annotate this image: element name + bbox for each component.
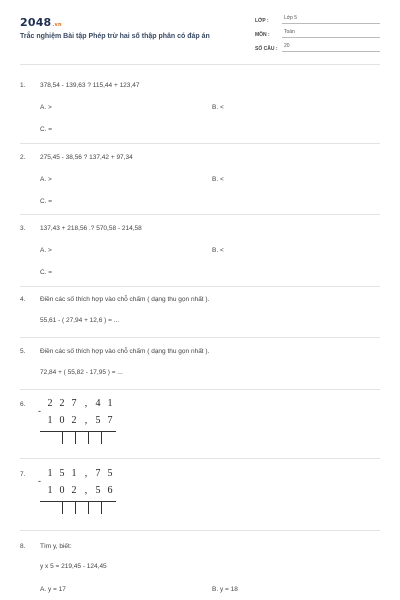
- subtraction-bottom-operand: [44, 415, 116, 426]
- question-text: Điền các số thích hợp vào chỗ chấm ( dạng thu gọn nhất ).: [40, 296, 210, 303]
- answer-box-divider: [62, 432, 63, 444]
- question-divider: [20, 458, 380, 459]
- comma: ,: [84, 485, 88, 496]
- question-divider: [20, 143, 380, 144]
- meta-label-class: LỚP :: [255, 18, 269, 24]
- digit: 1: [71, 468, 77, 479]
- question-divider: [20, 530, 380, 531]
- answer-box-divider: [101, 502, 102, 514]
- answer-box-divider: [88, 502, 89, 514]
- meta-value-subject: Toán: [282, 29, 380, 38]
- digit: 2: [71, 485, 77, 496]
- subtraction-top-operand: [44, 398, 116, 409]
- digit: 5: [95, 485, 101, 496]
- question-number: 8.: [20, 543, 26, 550]
- digit: 0: [59, 485, 65, 496]
- comma: ,: [84, 468, 88, 479]
- question-number: 7.: [20, 471, 26, 478]
- answer-box-divider: [88, 432, 89, 444]
- question-text: Tìm y, biết:: [40, 543, 72, 550]
- answer-box-divider: [75, 432, 76, 444]
- digit: 2: [71, 415, 77, 426]
- question-text: 378,54 - 139,63 ? 115,44 + 123,47: [40, 82, 140, 89]
- logo-text: 2048: [20, 16, 52, 29]
- comma: ,: [84, 398, 88, 409]
- comma: ,: [84, 415, 88, 426]
- question-divider: [20, 337, 380, 338]
- subtraction-top-operand: [44, 468, 116, 479]
- meta-value-class: Lớp 5: [282, 15, 380, 24]
- question-number: 2.: [20, 154, 26, 161]
- digit: 1: [107, 398, 113, 409]
- question-expression: 72,84 + ( 55,82 - 17,95 ) = ...: [40, 369, 123, 376]
- logo-suffix: .vn: [52, 22, 62, 28]
- answer-box-divider: [62, 502, 63, 514]
- digit: 2: [59, 398, 65, 409]
- option-a[interactable]: A. >: [40, 104, 52, 111]
- digit: 1: [47, 468, 53, 479]
- meta-label-count: SỐ CÂU :: [255, 46, 278, 52]
- question-divider: [20, 214, 380, 215]
- question-number: 5.: [20, 348, 26, 355]
- question-number: 6.: [20, 401, 26, 408]
- digit: 7: [71, 398, 77, 409]
- digit: 7: [107, 415, 113, 426]
- question-number: 1.: [20, 82, 26, 89]
- digit: 1: [47, 485, 53, 496]
- question-divider: [20, 389, 380, 390]
- option-c[interactable]: C. =: [40, 198, 53, 205]
- digit: 5: [95, 415, 101, 426]
- digit: 5: [59, 468, 65, 479]
- question-number: 3.: [20, 225, 26, 232]
- digit: 2: [47, 398, 53, 409]
- result-line: [40, 431, 116, 432]
- option-b[interactable]: B. <: [212, 104, 224, 111]
- site-logo: [20, 16, 62, 29]
- option-c[interactable]: C. =: [40, 126, 53, 133]
- question-text: 275,45 - 38,56 ? 137,42 + 97,34: [40, 154, 133, 161]
- option-a[interactable]: A. >: [40, 176, 52, 183]
- answer-box-divider: [75, 502, 76, 514]
- subtraction-bottom-operand: [44, 485, 116, 496]
- option-a[interactable]: A. >: [40, 247, 52, 254]
- question-divider: [20, 286, 380, 287]
- question-expression: 55,61 - ( 27,94 + 12,6 ) = ...: [40, 317, 120, 324]
- question-text: 137,43 + 218,56 .? 570,58 - 214,58: [40, 225, 142, 232]
- digit: 4: [95, 398, 101, 409]
- digit: 1: [47, 415, 53, 426]
- digit: 5: [107, 468, 113, 479]
- option-b[interactable]: B. y = 18: [212, 586, 238, 593]
- digit: 6: [107, 485, 113, 496]
- option-c[interactable]: C. =: [40, 269, 53, 276]
- question-number: 4.: [20, 296, 26, 303]
- question-expression: y x 5 = 219,45 - 124,45: [40, 563, 107, 570]
- minus-sign: -: [38, 406, 41, 416]
- digit: 0: [59, 415, 65, 426]
- digit: 7: [95, 468, 101, 479]
- option-b[interactable]: B. <: [212, 247, 224, 254]
- meta-label-subject: MÔN :: [255, 32, 270, 38]
- header-divider: [20, 64, 380, 65]
- option-b[interactable]: B. <: [212, 176, 224, 183]
- page-title: Trắc nghiệm Bài tập Phép trừ hai số thập phân có đáp án: [20, 33, 210, 40]
- option-a[interactable]: A. y = 17: [40, 586, 66, 593]
- meta-value-count: 20: [282, 43, 380, 52]
- result-line: [40, 501, 116, 502]
- answer-box-divider: [101, 432, 102, 444]
- minus-sign: -: [38, 476, 41, 486]
- question-text: Điền các số thích hợp vào chỗ chấm ( dạng thu gọn nhất ).: [40, 348, 210, 355]
